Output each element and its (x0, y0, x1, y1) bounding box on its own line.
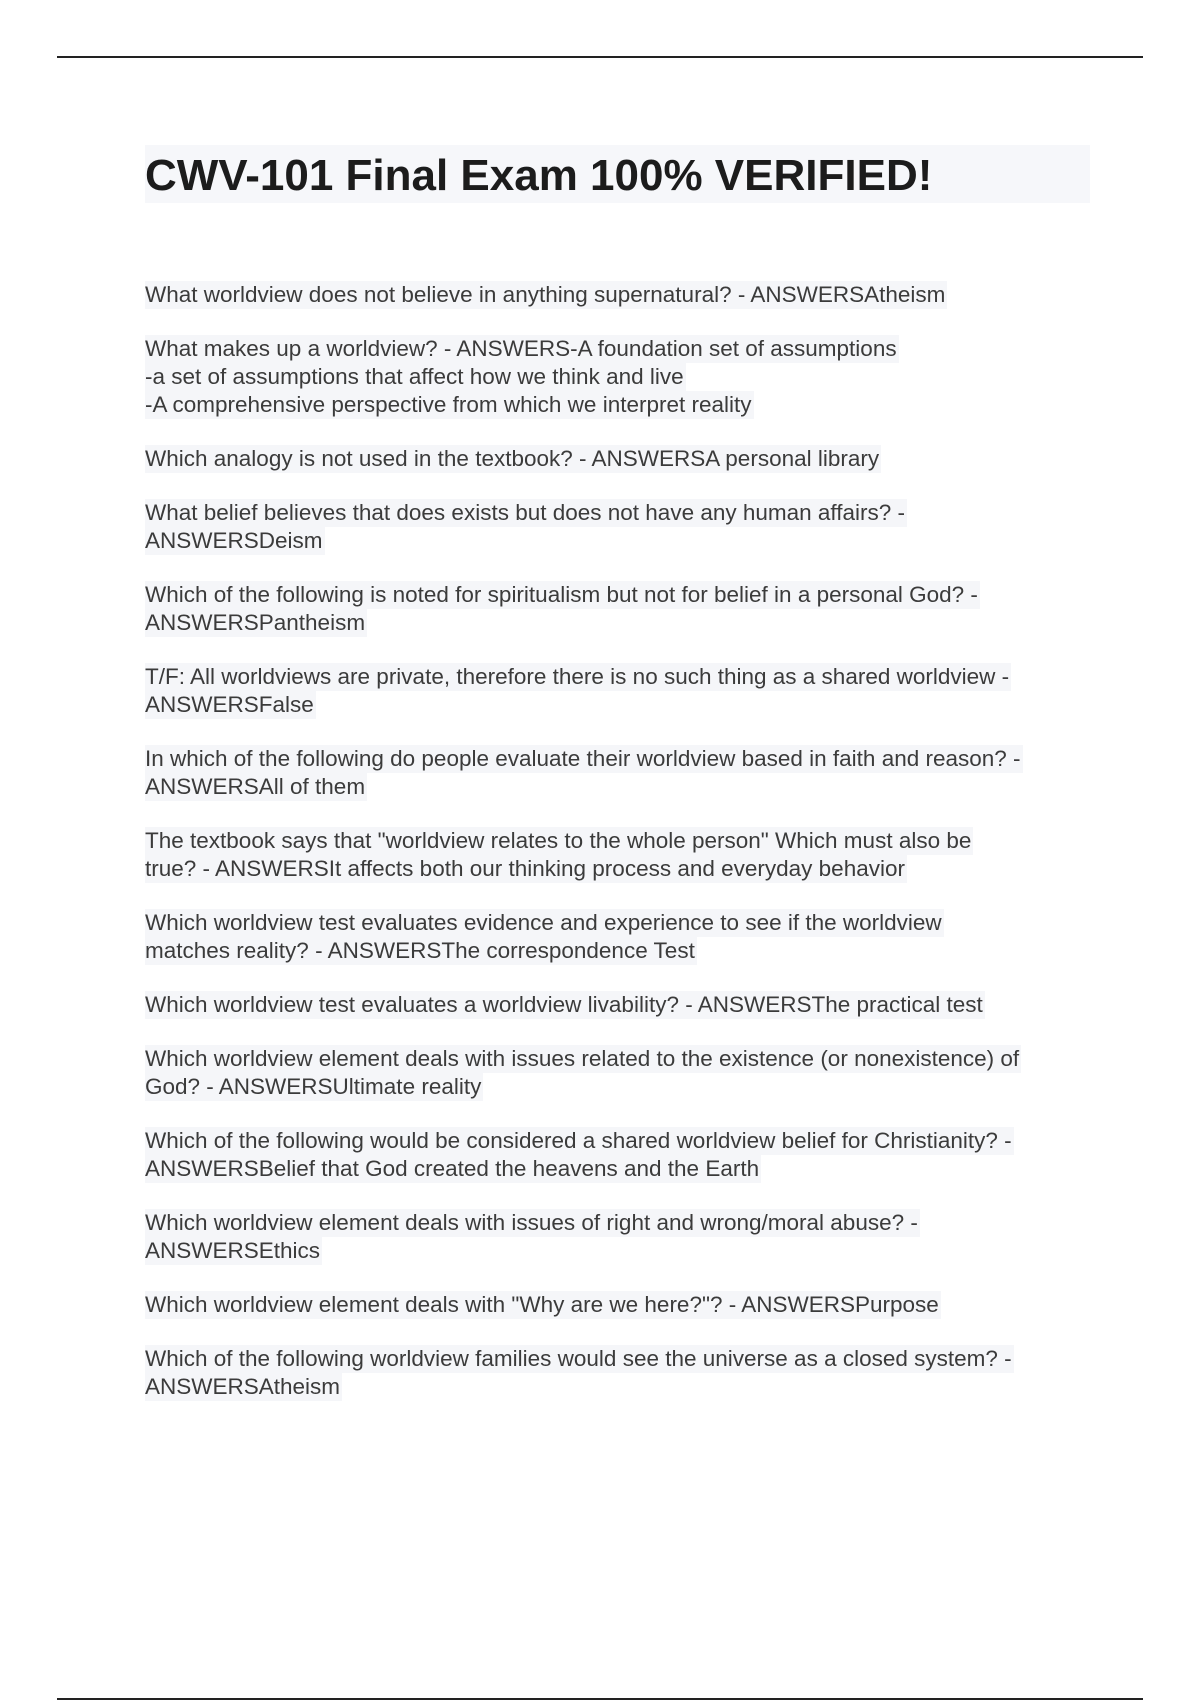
document-body (145, 145, 1090, 1399)
qa-line: Which analogy is not used in the textbook? - ANSWERSA personal library (145, 446, 880, 471)
qa-item-5 (145, 581, 1090, 637)
qa-item-15 (145, 1345, 1090, 1401)
qa-item-2 (145, 335, 1090, 419)
top-rule (57, 56, 1143, 58)
qa-line: ANSWERSDeism (145, 528, 323, 553)
qa-line: God? - ANSWERSUltimate reality (145, 1074, 482, 1099)
qa-line: -a set of assumptions that affect how we think and live (145, 364, 684, 389)
qa-line: true? - ANSWERSIt affects both our thinking process and everyday behavior (145, 856, 905, 881)
qa-line: Which worldview element deals with issues related to the existence (or nonexistence) of (145, 1046, 1020, 1071)
qa-item-13 (145, 1209, 1090, 1265)
qa-line: ANSWERSAtheism (145, 1374, 341, 1399)
qa-line: In which of the following do people evaluate their worldview based in faith and reason? - (145, 746, 1021, 771)
qa-item-4 (145, 499, 1090, 555)
qa-line: ANSWERSPantheism (145, 610, 366, 635)
qa-line: What makes up a worldview? - ANSWERS-A foundation set of assumptions (145, 336, 897, 361)
qa-item-7 (145, 745, 1090, 801)
qa-line: ANSWERSFalse (145, 692, 314, 717)
qa-line: Which of the following worldview families would see the universe as a closed system? - (145, 1346, 1012, 1371)
qa-item-12 (145, 1127, 1090, 1183)
document-title: CWV-101 Final Exam 100% VERIFIED! (145, 145, 1090, 203)
qa-item-6 (145, 663, 1090, 719)
qa-item-14 (145, 1291, 1090, 1319)
qa-line: Which of the following would be considered a shared worldview belief for Christianity? - (145, 1128, 1012, 1153)
qa-item-1 (145, 281, 1090, 309)
qa-line: T/F: All worldviews are private, therefore there is no such thing as a shared worldview - (145, 664, 1010, 689)
qa-line: What belief believes that does exists but does not have any human affairs? - (145, 500, 906, 525)
qa-line: -A comprehensive perspective from which we interpret reality (145, 392, 752, 417)
qa-line: What worldview does not believe in anything supernatural? - ANSWERSAtheism (145, 282, 946, 307)
qa-line: Which of the following is noted for spiritualism but not for belief in a personal God? - (145, 582, 978, 607)
qa-line: Which worldview test evaluates a worldview livability? - ANSWERSThe practical test (145, 992, 983, 1017)
qa-item-10 (145, 991, 1090, 1019)
qa-line: Which worldview element deals with issues of right and wrong/moral abuse? - (145, 1210, 918, 1235)
qa-item-11 (145, 1045, 1090, 1101)
qa-item-3 (145, 445, 1090, 473)
qa-item-8 (145, 827, 1090, 883)
qa-line: ANSWERSAll of them (145, 774, 366, 799)
qa-line: ANSWERSEthics (145, 1238, 321, 1263)
qa-line: Which worldview element deals with "Why are we here?"? - ANSWERSPurpose (145, 1292, 939, 1317)
qa-item-9 (145, 909, 1090, 965)
qa-line: matches reality? - ANSWERSThe correspondence Test (145, 938, 695, 963)
qa-line: ANSWERSBelief that God created the heavens and the Earth (145, 1156, 760, 1181)
qa-line: Which worldview test evaluates evidence and experience to see if the worldview (145, 910, 942, 935)
qa-line: The textbook says that "worldview relates to the whole person" Which must also be (145, 828, 972, 853)
qa-list (145, 281, 1090, 1427)
